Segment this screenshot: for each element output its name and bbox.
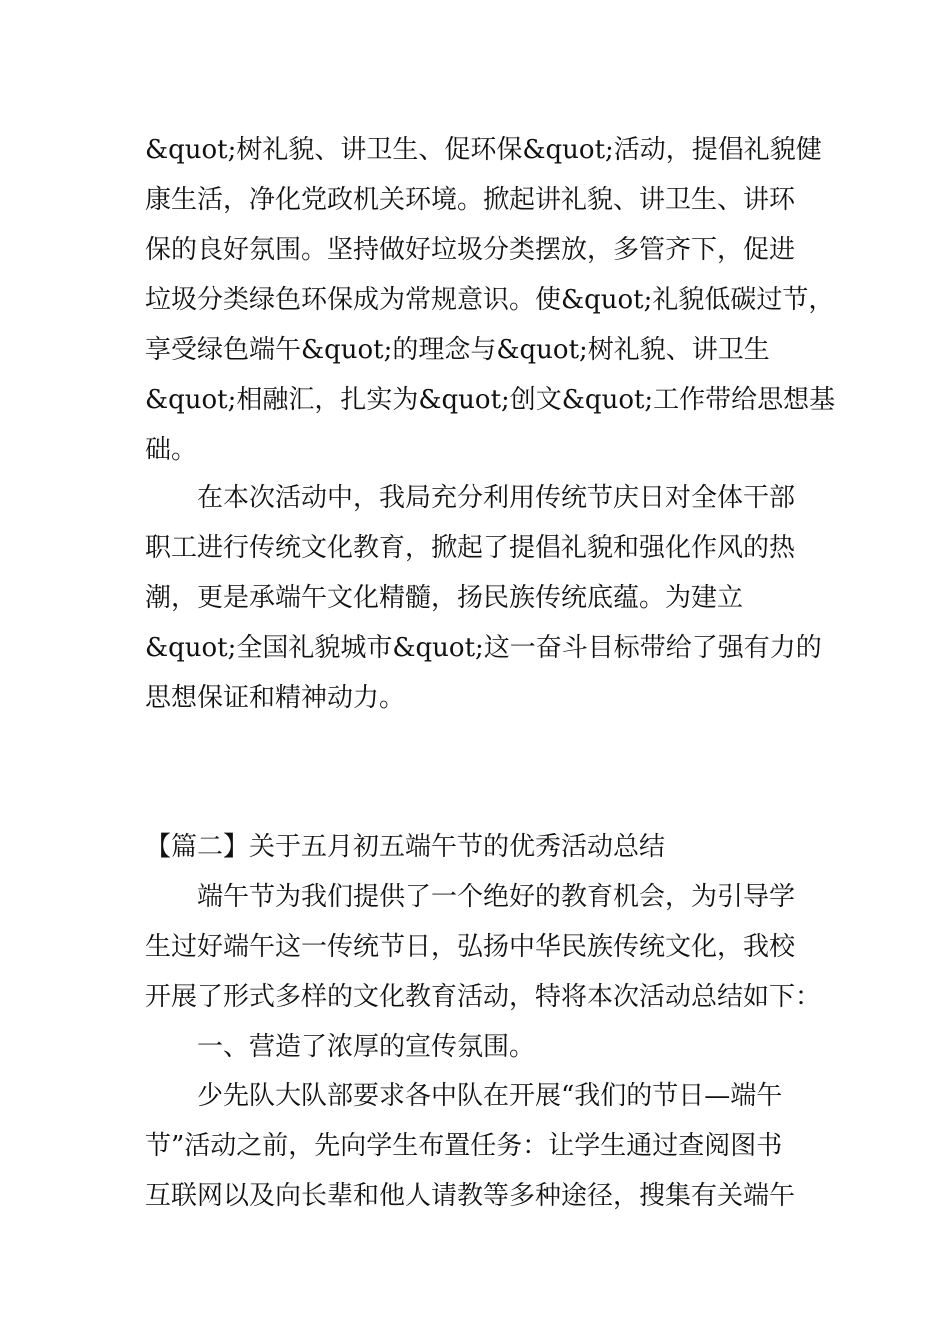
paragraph-line: 互联网以及向长辈和他人请教等多种途径，搜集有关端午 [145,1181,796,1211]
paragraph-line: 端午节为我们提供了一个绝好的教育机会，为引导学 [197,882,796,912]
paragraph-line: 开展了形式多样的文化教育活动，特将本次活动总结如下： [145,982,822,1012]
subheading: 一、营造了浓厚的宣传氛围。 [197,1032,536,1062]
section-heading: 【篇二】关于五月初五端午节的优秀活动总结 [145,832,666,862]
paragraph-line: 保的良好氛围。坚持做好垃圾分类摆放，多管齐下，促进 [145,235,796,265]
paragraph-line: 节”活动之前，先向学生布置任务：让学生通过查阅图书 [145,1131,783,1161]
paragraph-line: 垃圾分类绿色环保成为常规意识。使&quot;礼貌低碳过节， [145,285,835,315]
paragraph-line: &quot;相融汇，扎实为&quot;创文&quot;工作带给思想基 [145,385,836,415]
paragraph-line: 少先队大队部要求各中队在开展“我们的节日—端午 [197,1081,783,1111]
paragraph-line: &quot;树礼貌、讲卫生、促环保&quot;活动，提倡礼貌健 [145,135,822,165]
paragraph-line: 在本次活动中，我局充分利用传统节庆日对全体干部 [197,483,796,513]
paragraph-line: 潮，更是承端午文化精髓，扬民族传统底蕴。为建立 [145,583,744,613]
paragraph-line: &quot;全国礼貌城市&quot;这一奋斗目标带给了强有力的 [145,633,822,663]
paragraph-line: 享受绿色端午&quot;的理念与&quot;树礼貌、讲卫生 [145,335,770,365]
paragraph-line: 生过好端午这一传统节日，弘扬中华民族传统文化，我校 [145,932,796,962]
paragraph-line: 职工进行传统文化教育，掀起了提倡礼貌和强化作风的热 [145,533,796,563]
paragraph-line: 思想保证和精神动力。 [145,683,406,713]
paragraph-line: 础。 [145,435,198,465]
paragraph-line: 康生活，净化党政机关环境。掀起讲礼貌、讲卫生、讲环 [145,185,796,215]
